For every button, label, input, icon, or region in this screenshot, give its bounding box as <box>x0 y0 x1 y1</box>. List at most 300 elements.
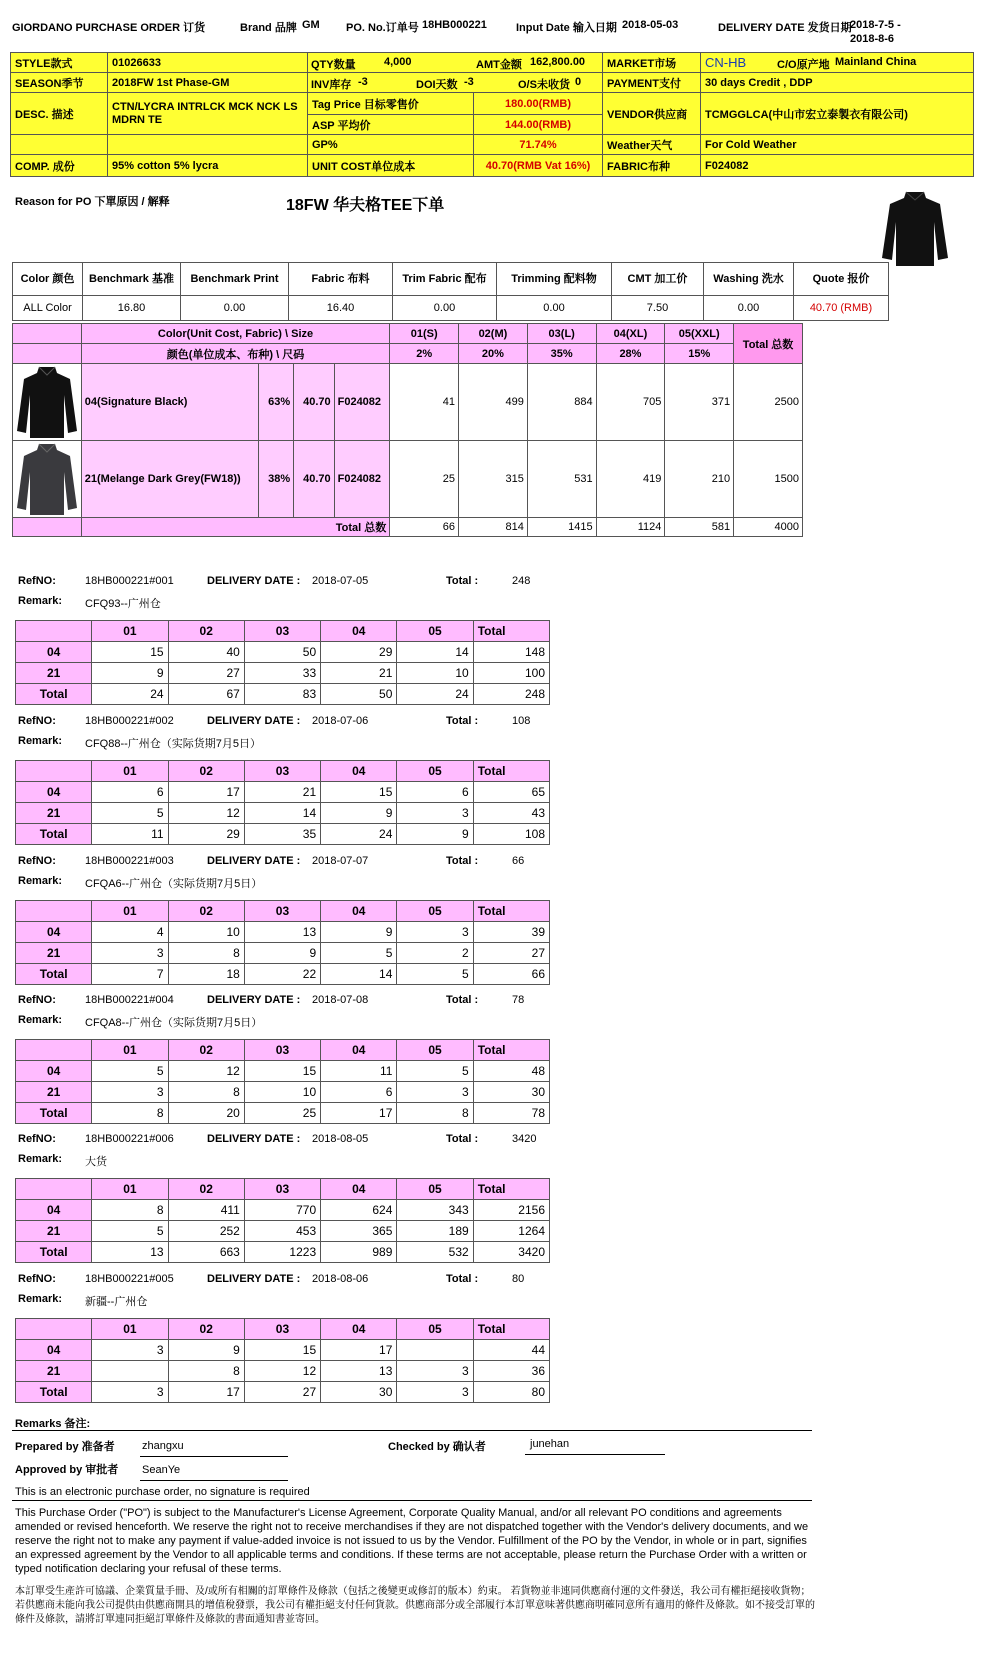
style-label: STYLE款式 <box>11 53 108 73</box>
amt-value: 162,800.00 <box>530 55 586 68</box>
fabric-label: FABRIC布种 <box>603 155 701 177</box>
qty-cell: 17 <box>168 782 244 803</box>
qty-cell: 43 <box>473 803 549 824</box>
size-header: 01(S) <box>390 324 459 344</box>
po-header <box>12 17 972 47</box>
comp-value: 95% cotton 5% lycra <box>108 155 308 177</box>
total-value: 66 <box>512 855 525 867</box>
qty-cell: 30 <box>473 1082 549 1103</box>
remark-label: Remark: <box>18 595 63 607</box>
qty-cell: 371 <box>665 364 734 441</box>
color-name: 04(Signature Black) <box>81 364 258 441</box>
desc-label: DESC. 描述 <box>11 93 108 135</box>
total-label: Total : <box>446 994 479 1006</box>
qty-cell: 36 <box>473 1361 549 1382</box>
qty-cell: 22 <box>244 964 320 985</box>
reason-title: 18FW 华夫格TEE下单 <box>286 197 445 214</box>
qty-cell: 531 <box>527 441 596 518</box>
market-value: CN-HB <box>705 54 747 70</box>
qty-cell: 8 <box>168 943 244 964</box>
size-ratio: 2% <box>390 344 459 364</box>
qty-cell: 1223 <box>244 1242 320 1263</box>
qty-cell: 9 <box>168 1340 244 1361</box>
qty-cell: 343 <box>397 1200 473 1221</box>
delivery-table <box>15 900 550 985</box>
cost-header: Color 颜色 <box>13 263 83 296</box>
table-row <box>16 922 550 943</box>
table-row <box>16 782 550 803</box>
size-col-header: 05 <box>397 901 473 922</box>
product-image-black <box>13 364 82 441</box>
corner-cell <box>16 901 92 922</box>
size-col-header: 01 <box>92 1319 168 1340</box>
qty-cell: 65 <box>473 782 549 803</box>
row-label: 04 <box>16 782 92 803</box>
refno-value: 18HB000221#003 <box>85 855 174 867</box>
delivery-header <box>18 1273 578 1313</box>
row-label: 21 <box>16 1082 92 1103</box>
cost-header: Trimming 配料物 <box>497 263 612 296</box>
color-name: 21(Melange Dark Grey(FW18)) <box>81 441 258 518</box>
size-col-header: Total <box>473 1179 549 1200</box>
co-value: Mainland China <box>835 55 917 68</box>
gp-label: GP% <box>308 135 474 155</box>
remark-label: Remark: <box>18 1153 63 1165</box>
row-label: 04 <box>16 642 92 663</box>
cost-value: 16.40 <box>289 296 393 321</box>
prepared-value: zhangxu <box>142 1440 184 1452</box>
doi-value: -3 <box>464 75 474 88</box>
qty-cell: 2156 <box>473 1200 549 1221</box>
qty-cell: 3 <box>92 1082 168 1103</box>
qty-cell: 248 <box>473 684 549 705</box>
qty-cell: 3 <box>397 922 473 943</box>
size-col-header: 05 <box>397 1040 473 1061</box>
table-row <box>16 1361 550 1382</box>
qty-cell: 40 <box>168 642 244 663</box>
weather-value: For Cold Weather <box>701 135 974 155</box>
qty-cell: 532 <box>397 1242 473 1263</box>
qty-cell: 33 <box>244 663 320 684</box>
row-label: 21 <box>16 1221 92 1242</box>
row-label: 21 <box>16 663 92 684</box>
size-col-header: Total <box>473 1040 549 1061</box>
os-value: 0 <box>575 75 582 88</box>
delivery-date-label: DELIVERY DATE : <box>207 1133 301 1145</box>
color-pct: 63% <box>258 364 293 441</box>
input-date-label: Input Date 输入日期 <box>516 22 617 34</box>
qty-cell: 13 <box>92 1242 168 1263</box>
po-value: 18HB000221 <box>422 19 487 31</box>
qty-cell: 48 <box>473 1061 549 1082</box>
size-col-header: 05 <box>397 1319 473 1340</box>
qty-cell: 13 <box>321 1361 397 1382</box>
checked-value: junehan <box>530 1438 570 1450</box>
qty-cell: 1264 <box>473 1221 549 1242</box>
reason-label: Reason for PO 下單原因 / 解释 <box>15 196 170 208</box>
refno-value: 18HB000221#005 <box>85 1273 174 1285</box>
qty-cell: 419 <box>596 441 665 518</box>
qty-cell: 365 <box>321 1221 397 1242</box>
qty-cell: 27 <box>473 943 549 964</box>
table-row <box>16 1082 550 1103</box>
qty-cell: 499 <box>459 364 528 441</box>
sum-total: 4000 <box>734 518 803 537</box>
refno-label: RefNO: <box>18 1273 56 1285</box>
table-row <box>16 1061 550 1082</box>
size-col-header: 01 <box>92 901 168 922</box>
qty-cell: 411 <box>168 1200 244 1221</box>
delivery-date-value: 2018-07-05 <box>312 575 369 587</box>
qty-cell: 14 <box>397 642 473 663</box>
delivery-date-value-2: 2018-8-6 <box>850 33 895 45</box>
row-total: 2500 <box>734 364 803 441</box>
cost-header: CMT 加工价 <box>612 263 704 296</box>
size-col-header: 05 <box>397 621 473 642</box>
qty-cell: 8 <box>168 1082 244 1103</box>
size-header: 02(M) <box>459 324 528 344</box>
approved-value: SeanYe <box>142 1464 181 1476</box>
season-label: SEASON季节 <box>11 73 108 93</box>
qty-cell: 25 <box>244 1103 320 1124</box>
cost-header: Fabric 布料 <box>289 263 393 296</box>
qty-cell: 15 <box>244 1340 320 1361</box>
size-col-header: 04 <box>321 1319 397 1340</box>
refno-label: RefNO: <box>18 575 56 587</box>
sum-cell: 1124 <box>596 518 665 537</box>
total-value: 108 <box>512 715 531 727</box>
approved-label: Approved by 审批者 <box>15 1464 119 1476</box>
qty-cell: 189 <box>397 1221 473 1242</box>
qty-cell: 453 <box>244 1221 320 1242</box>
terms-chinese: 本訂單受生產許可協議、企業質量手冊、及/或所有相關的訂單條件及條款（包括之後變更或修訂的版本）約束。 若貨物並非連同供應商付運的文件發送，我公司有權拒絕接收貨物；若供應商未能向我公司提供由供應商開具的增值稅發票，我公司有權拒絕支付任何貨款。供應商部分或全部履行本訂單意味著供應商明確同意所有適用的條件及條款。如不接受訂單的條件及條款，請將訂單連同拒絕訂單條件及條款的書面通知書並寄回。 <box>15 1586 815 1625</box>
refno-label: RefNO: <box>18 855 56 867</box>
table-row <box>16 1242 550 1263</box>
qty-cell: 108 <box>473 824 549 845</box>
size-col-header: 03 <box>244 1179 320 1200</box>
table-row <box>16 964 550 985</box>
delivery-date-label: DELIVERY DATE : <box>207 575 301 587</box>
qty-cell: 5 <box>397 1061 473 1082</box>
qty-cell: 12 <box>168 1061 244 1082</box>
qty-cell: 9 <box>244 943 320 964</box>
delivery-date-label: DELIVERY DATE : <box>207 994 301 1006</box>
po-info-table <box>10 52 974 177</box>
qty-cell: 41 <box>390 364 459 441</box>
qty-cell: 11 <box>92 824 168 845</box>
qty-cell: 4 <box>92 922 168 943</box>
totals-row <box>13 518 803 537</box>
delivery-date-label: DELIVERY DATE : <box>207 855 301 867</box>
refno-label: RefNO: <box>18 1133 56 1145</box>
qty-cell: 24 <box>397 684 473 705</box>
sum-cell: 581 <box>665 518 734 537</box>
size-col-header: 01 <box>92 621 168 642</box>
color-size-table <box>12 323 803 537</box>
row-label: 21 <box>16 803 92 824</box>
row-label: Total <box>16 684 92 705</box>
tag-price-label: Tag Price 目标零售价 <box>308 93 474 115</box>
size-col-header: 03 <box>244 761 320 782</box>
total-label: Total : <box>446 575 479 587</box>
vendor-label: VENDOR供应商 <box>603 93 701 135</box>
delivery-date-value: 2018-07-06 <box>312 715 369 727</box>
delivery-date-value: 2018-08-06 <box>312 1273 369 1285</box>
qty-cell: 20 <box>168 1103 244 1124</box>
qty-cell <box>397 1340 473 1361</box>
qty-cell: 14 <box>321 964 397 985</box>
table-row <box>16 663 550 684</box>
total-value: 3420 <box>512 1133 537 1145</box>
table-row <box>16 824 550 845</box>
delivery-table <box>15 1039 550 1124</box>
season-value: 2018FW 1st Phase-GM <box>108 73 308 93</box>
company-title: GIORDANO PURCHASE ORDER 订货 <box>12 22 206 34</box>
vendor-value: TCMGGLCA(中山市宏立泰製衣有限公司) <box>701 93 974 135</box>
cost-value: 16.80 <box>83 296 181 321</box>
qty-cell: 5 <box>321 943 397 964</box>
delivery-table <box>15 760 550 845</box>
row-label: 21 <box>16 943 92 964</box>
total-label: Total : <box>446 715 479 727</box>
qty-cell: 6 <box>92 782 168 803</box>
unit-cost-value: 40.70(RMB Vat 16%) <box>474 155 603 177</box>
qty-label: QTY数量 <box>311 58 356 71</box>
size-col-header: 03 <box>244 621 320 642</box>
remark-value: CFQ93--广州仓 <box>85 598 161 610</box>
size-col-header: 04 <box>321 621 397 642</box>
payment-value: 30 days Credit , DDP <box>701 73 974 93</box>
table-row <box>16 803 550 824</box>
qty-cell: 989 <box>321 1242 397 1263</box>
qty-cell: 3 <box>397 1082 473 1103</box>
size-col-header: 04 <box>321 1040 397 1061</box>
table-row <box>13 441 803 518</box>
size-col-header: 02 <box>168 1040 244 1061</box>
delivery-date-value: 2018-08-05 <box>312 1133 369 1145</box>
main-title-cn: 颜色(单位成本、布种) \ 尺码 <box>81 344 390 364</box>
qty-cell: 66 <box>473 964 549 985</box>
terms-english: This Purchase Order ("PO") is subject to the Manufacturer's License Agreement, Corporate Quality Manual, and/or all relevant PO conditions and agreements amended or revised henceforth. We reserve the right not to receive merchandises if they are not dispatched together with the Vendor's delivery documents, and we reserve the right not to make any payment if value-added invoice is not issued to us by the Vendor. Fulfillment of the PO by the Vendor, in whole or in part, signifies an expressed agreement by the Vendor to all applicable terms and conditions. If these terms are not acceptable, please return the Purchase Order with a written or typed notification declaring your refusal of these terms. <box>15 1507 809 1575</box>
qty-cell: 100 <box>473 663 549 684</box>
color-fabric: F024082 <box>334 364 390 441</box>
cost-value: 0.00 <box>393 296 497 321</box>
qty-cell: 12 <box>244 1361 320 1382</box>
qty-cell: 663 <box>168 1242 244 1263</box>
refno-value: 18HB000221#006 <box>85 1133 174 1145</box>
size-col-header: 03 <box>244 901 320 922</box>
delivery-date-label: DELIVERY DATE 发货日期 <box>718 22 852 34</box>
sum-cell: 1415 <box>527 518 596 537</box>
refno-label: RefNO: <box>18 994 56 1006</box>
doi-label: DOI天数 <box>416 78 458 91</box>
amt-label: AMT金额 <box>476 58 522 71</box>
cost-header: Quote 报价 <box>794 263 889 296</box>
qty-cell: 13 <box>244 922 320 943</box>
size-col-header: Total <box>473 901 549 922</box>
qty-cell: 9 <box>397 824 473 845</box>
qty-cell: 3 <box>92 1340 168 1361</box>
table-row <box>16 1221 550 1242</box>
qty-cell: 17 <box>321 1340 397 1361</box>
corner-cell <box>16 761 92 782</box>
qty-cell: 7 <box>92 964 168 985</box>
qty-cell: 3 <box>397 1361 473 1382</box>
row-label: 04 <box>16 922 92 943</box>
product-image-grey <box>13 441 82 518</box>
qty-cell: 11 <box>321 1061 397 1082</box>
size-col-header: 02 <box>168 901 244 922</box>
size-col-header: 04 <box>321 1179 397 1200</box>
delivery-table <box>15 1178 550 1263</box>
delivery-date-value: 2018-07-08 <box>312 994 369 1006</box>
cost-value: 0.00 <box>704 296 794 321</box>
remarks-label: Remarks 备注: <box>15 1418 91 1430</box>
desc-value: CTN/LYCRA INTRLCK MCK NCK LS MDRN TE <box>108 93 308 135</box>
qty-cell: 21 <box>244 782 320 803</box>
delivery-header <box>18 1133 578 1173</box>
size-col-header: 02 <box>168 621 244 642</box>
delivery-date-value-1: 2018-7-5 - <box>850 19 901 31</box>
qty-cell <box>92 1361 168 1382</box>
size-col-header: 01 <box>92 1179 168 1200</box>
qty-cell: 50 <box>244 642 320 663</box>
qty-cell: 15 <box>321 782 397 803</box>
qty-cell: 83 <box>244 684 320 705</box>
qty-cell: 67 <box>168 684 244 705</box>
refno-label: RefNO: <box>18 715 56 727</box>
size-ratio: 15% <box>665 344 734 364</box>
qty-cell: 210 <box>665 441 734 518</box>
qty-cell: 705 <box>596 364 665 441</box>
size-header: 05(XXL) <box>665 324 734 344</box>
color-cost: 40.70 <box>294 364 334 441</box>
cost-value: ALL Color <box>13 296 83 321</box>
table-row <box>16 1382 550 1403</box>
qty-cell: 5 <box>92 1221 168 1242</box>
remark-label: Remark: <box>18 1014 63 1026</box>
qty-cell: 29 <box>168 824 244 845</box>
row-label: 04 <box>16 1200 92 1221</box>
qty-cell: 10 <box>244 1082 320 1103</box>
cost-header: Trim Fabric 配布 <box>393 263 497 296</box>
corner-cell <box>16 1179 92 1200</box>
size-header: 03(L) <box>527 324 596 344</box>
delivery-table <box>15 1318 550 1403</box>
size-col-header: 02 <box>168 1179 244 1200</box>
table-row <box>16 642 550 663</box>
size-col-header: Total <box>473 621 549 642</box>
delivery-table <box>15 620 550 705</box>
size-col-header: 05 <box>397 1179 473 1200</box>
gp-value: 71.74% <box>474 135 603 155</box>
qty-cell: 78 <box>473 1103 549 1124</box>
qty-cell: 14 <box>244 803 320 824</box>
color-pct: 38% <box>258 441 293 518</box>
cost-header: Washing 洗水 <box>704 263 794 296</box>
delivery-date-label: DELIVERY DATE : <box>207 715 301 727</box>
qty-cell: 5 <box>397 964 473 985</box>
qty-cell: 24 <box>321 824 397 845</box>
total-value: 80 <box>512 1273 525 1285</box>
qty-cell: 27 <box>168 663 244 684</box>
cost-breakdown-table <box>12 262 889 321</box>
qty-cell: 50 <box>321 684 397 705</box>
delivery-header <box>18 855 578 895</box>
delivery-date-value: 2018-07-07 <box>312 855 369 867</box>
qty-cell: 9 <box>92 663 168 684</box>
qty-cell: 35 <box>244 824 320 845</box>
remark-value: CFQA8--广州仓（实际货期7月5日） <box>85 1017 263 1029</box>
qty-cell: 17 <box>168 1382 244 1403</box>
main-title-en: Color(Unit Cost, Fabric) \ Size <box>81 324 390 344</box>
payment-label: PAYMENT支付 <box>603 73 701 93</box>
qty-cell: 44 <box>473 1340 549 1361</box>
size-header: 04(XL) <box>596 324 665 344</box>
qty-cell: 8 <box>397 1103 473 1124</box>
qty-cell: 252 <box>168 1221 244 1242</box>
qty-cell: 27 <box>244 1382 320 1403</box>
qty-cell: 624 <box>321 1200 397 1221</box>
color-cost: 40.70 <box>294 441 334 518</box>
total-label: Total : <box>446 1133 479 1145</box>
qty-cell: 21 <box>321 663 397 684</box>
weather-label: Weather天气 <box>603 135 701 155</box>
qty-cell: 10 <box>397 663 473 684</box>
asp-label: ASP 平均价 <box>308 115 474 135</box>
table-row <box>16 1340 550 1361</box>
corner-cell <box>16 1319 92 1340</box>
cost-value: 0.00 <box>181 296 289 321</box>
qty-cell: 39 <box>473 922 549 943</box>
table-row <box>13 364 803 441</box>
qty-cell: 770 <box>244 1200 320 1221</box>
remark-value: 新疆--广州仓 <box>85 1296 148 1308</box>
qty-cell: 15 <box>244 1061 320 1082</box>
size-col-header: 02 <box>168 1319 244 1340</box>
refno-value: 18HB000221#004 <box>85 994 174 1006</box>
size-col-header: 03 <box>244 1040 320 1061</box>
co-label: C/O原产地 <box>777 58 830 71</box>
total-header: Total 总数 <box>734 324 803 364</box>
inv-value: -3 <box>358 75 368 88</box>
color-fabric: F024082 <box>334 441 390 518</box>
cost-header: Benchmark 基准 <box>83 263 181 296</box>
size-col-header: Total <box>473 1319 549 1340</box>
unit-cost-label: UNIT COST单位成本 <box>308 155 474 177</box>
sum-cell: 66 <box>390 518 459 537</box>
total-value: 248 <box>512 575 531 587</box>
remark-label: Remark: <box>18 735 63 747</box>
table-row <box>16 1103 550 1124</box>
qty-cell: 3 <box>92 1382 168 1403</box>
cost-value: 0.00 <box>497 296 612 321</box>
qty-cell: 3 <box>92 943 168 964</box>
size-col-header: 03 <box>244 1319 320 1340</box>
total-label: Total : <box>446 1273 479 1285</box>
table-row <box>16 684 550 705</box>
delivery-date-label: DELIVERY DATE : <box>207 1273 301 1285</box>
qty-cell: 29 <box>321 642 397 663</box>
qty-cell: 12 <box>168 803 244 824</box>
size-ratio: 35% <box>527 344 596 364</box>
delivery-header <box>18 715 578 755</box>
size-col-header: 01 <box>92 761 168 782</box>
qty-cell: 15 <box>92 642 168 663</box>
qty-cell: 8 <box>92 1200 168 1221</box>
size-col-header: 04 <box>321 761 397 782</box>
qty-cell: 5 <box>92 803 168 824</box>
